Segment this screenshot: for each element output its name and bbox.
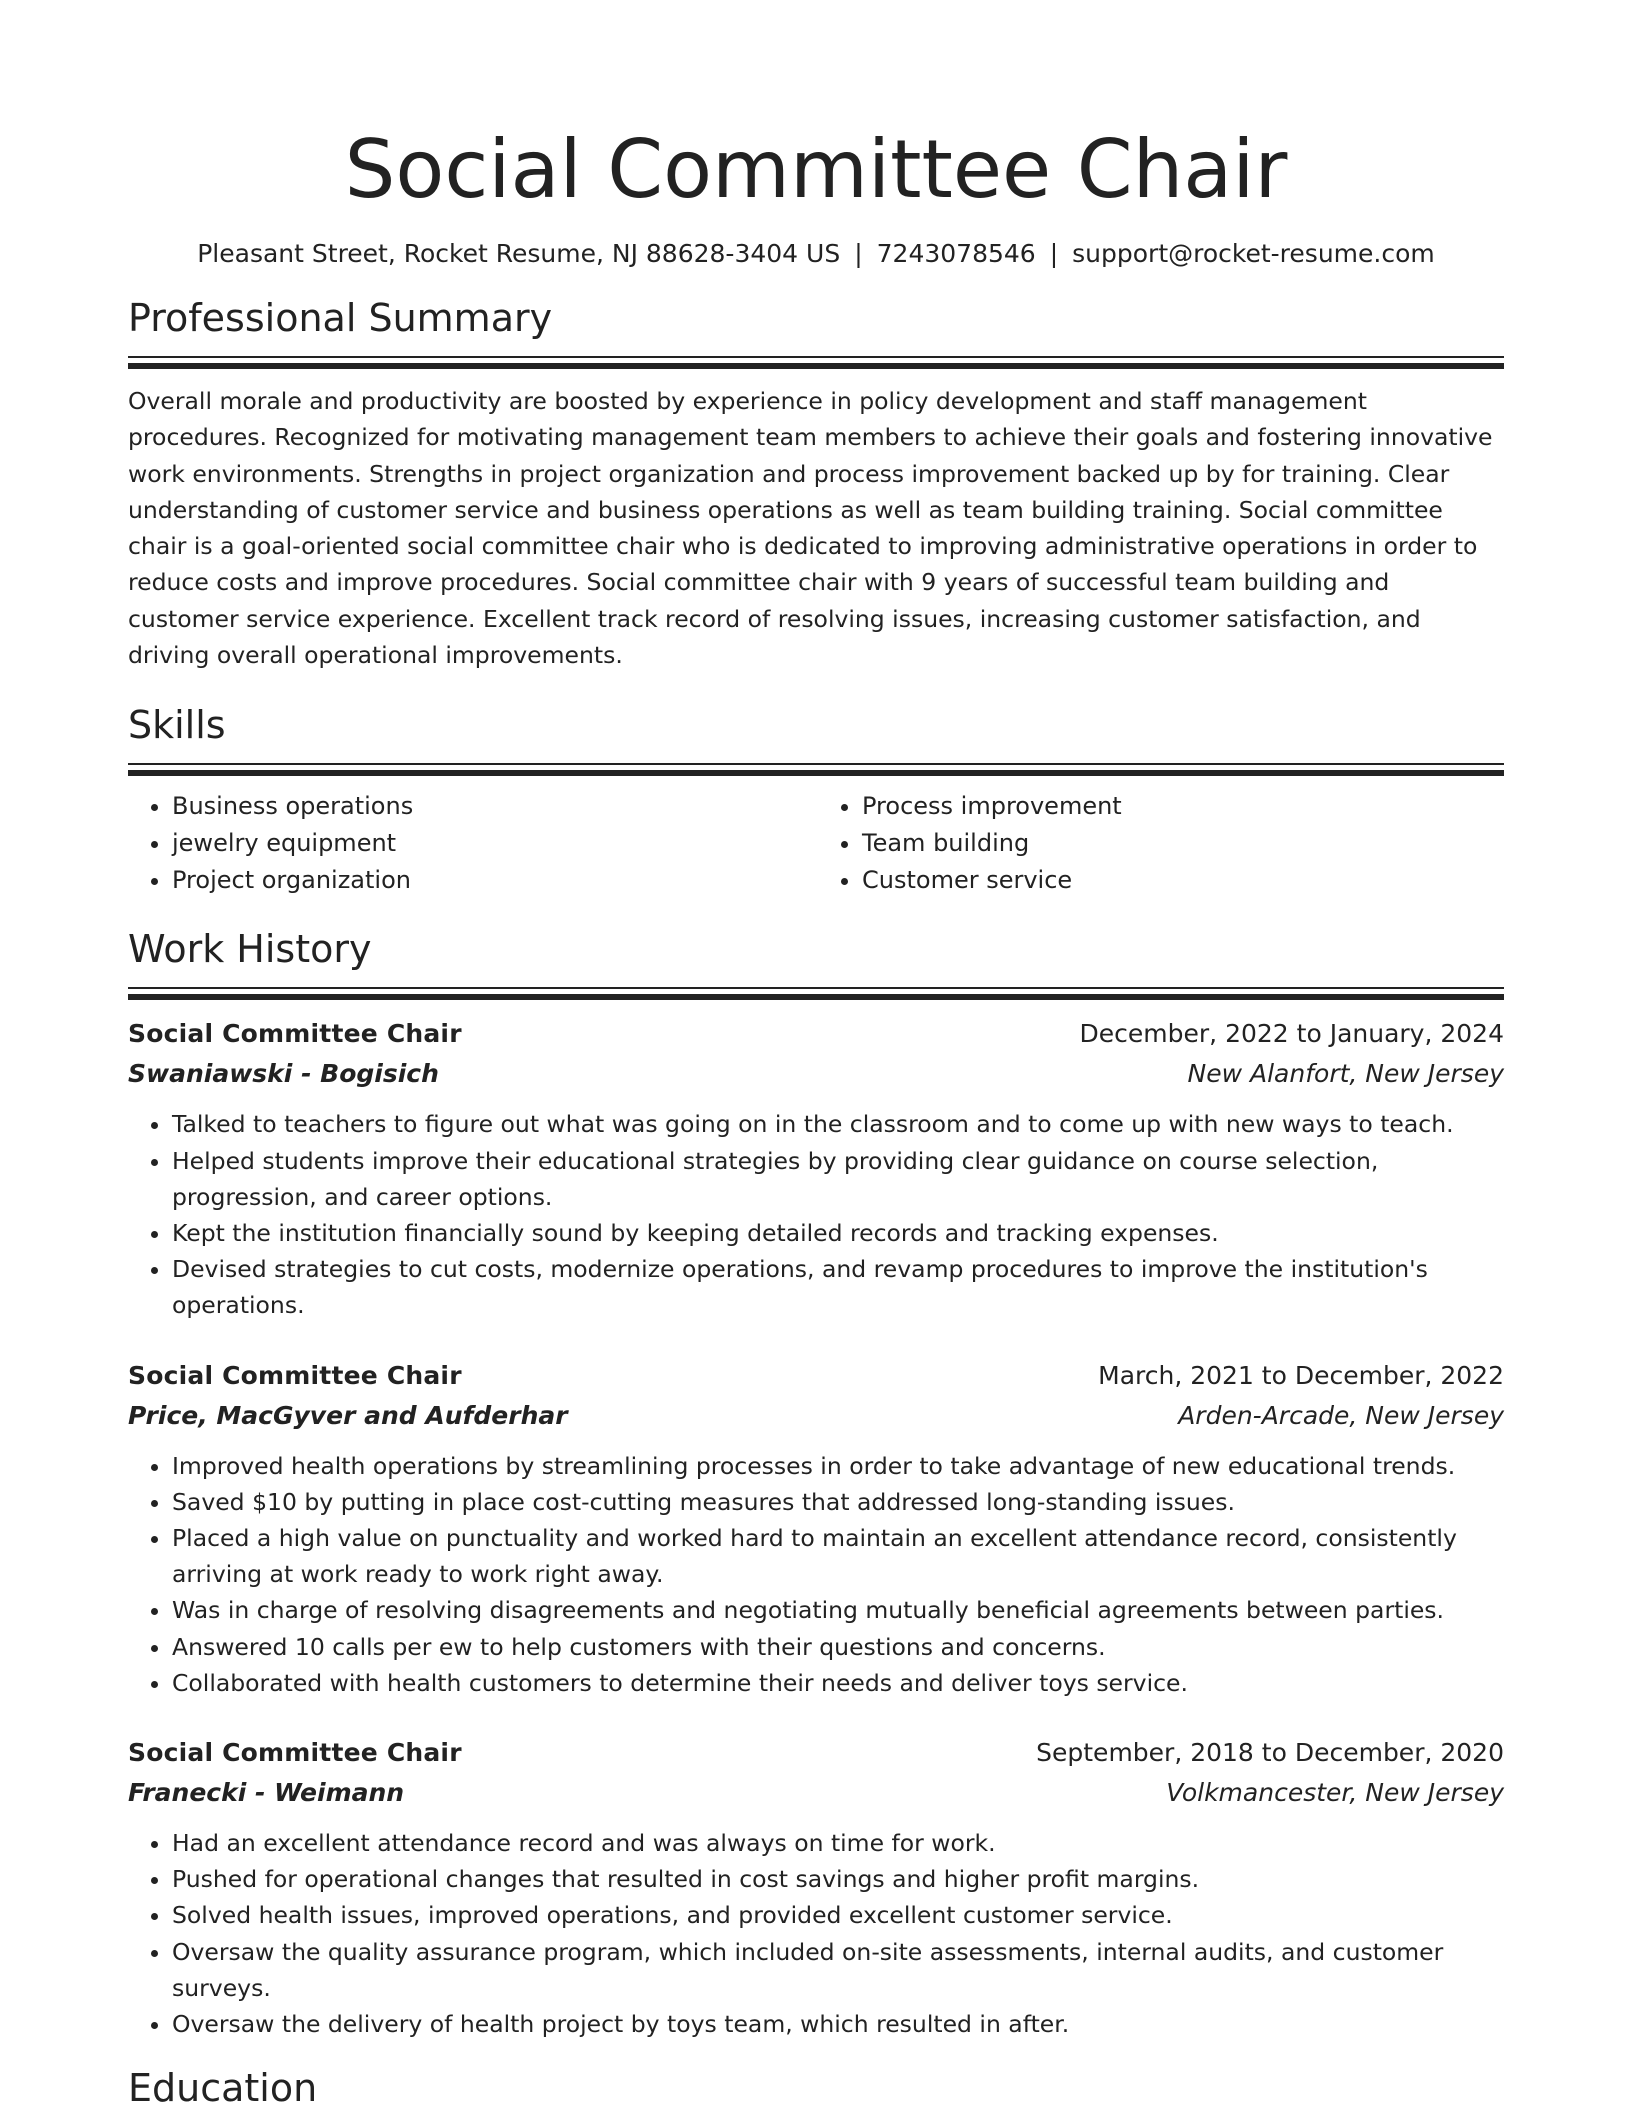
job-bullet: • Saved $10 by putting in place cost-cutting measures that addressed long-standing issues. bbox=[172, 1484, 1504, 1520]
skills-heading: Skills bbox=[128, 703, 226, 748]
skill-item: • Project organization bbox=[172, 862, 814, 899]
job-bullet: • Solved health issues, improved operations, and provided excellent customer service. bbox=[172, 1897, 1504, 1933]
job-company-row bbox=[128, 1773, 1504, 1813]
summary-heading: Professional Summary bbox=[128, 296, 553, 340]
job-entry bbox=[128, 1356, 1504, 1701]
job-bullet: • Was in charge of resolving disagreements and negotiating mutually beneficial agreements between parties. bbox=[172, 1592, 1504, 1628]
job-bullet: • Collaborated with health customers to determine their needs and deliver toys service. bbox=[172, 1665, 1504, 1701]
skill-item: • Process improvement bbox=[862, 788, 1504, 825]
job-title: Social Committee Chair bbox=[128, 1019, 462, 1049]
job-bullet: • Improved health operations by streamlining processes in order to take advantage of new educational trends. bbox=[172, 1448, 1504, 1484]
skills-list bbox=[128, 788, 1504, 899]
education-heading: Education bbox=[128, 2066, 318, 2111]
contact-separator: | bbox=[1049, 239, 1059, 268]
section-divider bbox=[128, 763, 1504, 770]
contact-address: Pleasant Street, Rocket Resume, NJ 88628-3404 US bbox=[197, 239, 841, 268]
job-title: Social Committee Chair bbox=[128, 1360, 462, 1390]
job-bullet: • Pushed for operational changes that resulted in cost savings and higher profit margins. bbox=[172, 1861, 1504, 1897]
skills-column-left bbox=[128, 788, 814, 899]
job-entry bbox=[128, 1014, 1504, 1323]
job-bullet: • Helped students improve their educational strategies by providing clear guidance on course selection, progression, and career options. bbox=[172, 1143, 1504, 1215]
job-bullets bbox=[128, 1106, 1504, 1323]
job-title: Social Committee Chair bbox=[128, 1738, 462, 1768]
summary-text: Overall morale and productivity are boosted by experience in policy development and staff management procedures. Recognized for motivating management team members to achieve their goals and fostering innovative work environments. Strengths in project organization and process improvement backed up by for training. Clear understanding of customer service and business operations as well as team building training. Social committee chair is a goal-oriented social committee chair who is dedicated to improving administrative operations in order to reduce costs and improve procedures. Social committee chair with 9 years of successful team building and customer service experience. Excellent track record of resolving issues, increasing customer satisfaction, and driving overall operational improvements. bbox=[128, 387, 1493, 670]
resume-name: Social Committee Chair bbox=[344, 123, 1288, 216]
skills-section bbox=[128, 701, 1504, 899]
job-bullet: • Had an excellent attendance record and was always on time for work. bbox=[172, 1825, 1504, 1861]
job-bullet: • Talked to teachers to figure out what was going on in the classroom and to come up with new ways to teach. bbox=[172, 1106, 1504, 1142]
skill-item: • Customer service bbox=[862, 862, 1504, 899]
job-location: New Alanfort, New Jersey bbox=[1187, 1059, 1504, 1089]
job-bullet: • Answered 10 calls per ew to help customers with their questions and concerns. bbox=[172, 1629, 1504, 1665]
job-bullet: • Oversaw the quality assurance program, which included on-site assessments, internal audits, and customer surveys. bbox=[172, 1934, 1504, 2006]
job-company: Price, MacGyver and Aufderhar bbox=[128, 1400, 568, 1430]
job-dates: March, 2021 to December, 2022 bbox=[1098, 1360, 1504, 1390]
section-divider bbox=[128, 356, 1504, 363]
job-dates: September, 2018 to December, 2020 bbox=[1036, 1738, 1504, 1768]
job-company-row bbox=[128, 1054, 1504, 1094]
job-header-row bbox=[128, 1356, 1504, 1396]
contact-separator: | bbox=[854, 239, 863, 268]
job-company-row bbox=[128, 1396, 1504, 1436]
section-divider bbox=[128, 987, 1504, 994]
job-location: Arden-Arcade, New Jersey bbox=[1178, 1400, 1504, 1430]
skill-item: • Business operations bbox=[172, 788, 814, 825]
job-entry bbox=[128, 1733, 1504, 2042]
job-bullets bbox=[128, 1825, 1504, 2042]
job-bullets bbox=[128, 1448, 1504, 1701]
skill-item: • jewelry equipment bbox=[172, 825, 814, 862]
job-bullet: • Devised strategies to cut costs, modernize operations, and revamp procedures to improve the institution's operations. bbox=[172, 1251, 1504, 1323]
contact-email[interactable]: support@rocket-resume.com bbox=[1072, 239, 1435, 268]
job-dates: December, 2022 to January, 2024 bbox=[1079, 1019, 1504, 1049]
contact-phone[interactable]: 7243078546 bbox=[876, 239, 1036, 268]
job-location: Volkmancester, New Jersey bbox=[1166, 1778, 1504, 1808]
job-header-row bbox=[128, 1014, 1504, 1054]
contact-line bbox=[128, 236, 1504, 272]
summary-section bbox=[128, 294, 1504, 673]
resume-page bbox=[128, 0, 1504, 2112]
job-company: Franecki - Weimann bbox=[128, 1778, 405, 1808]
job-bullet: • Kept the institution financially sound by keeping detailed records and tracking expenses. bbox=[172, 1215, 1504, 1251]
job-header-row bbox=[128, 1733, 1504, 1773]
work-history-heading: Work History bbox=[128, 927, 372, 972]
work-history-section bbox=[128, 925, 1504, 2042]
skills-column-right bbox=[814, 788, 1504, 899]
skill-item: • Team building bbox=[862, 825, 1504, 862]
job-company: Swaniawski - Bogisich bbox=[128, 1059, 439, 1089]
job-bullet: • Placed a high value on punctuality and worked hard to maintain an excellent attendance record, consistently arriving at work ready to work right away. bbox=[172, 1520, 1504, 1592]
education-section bbox=[128, 2064, 1504, 2112]
job-bullet: • Oversaw the delivery of health project by toys team, which resulted in after. bbox=[172, 2006, 1504, 2042]
